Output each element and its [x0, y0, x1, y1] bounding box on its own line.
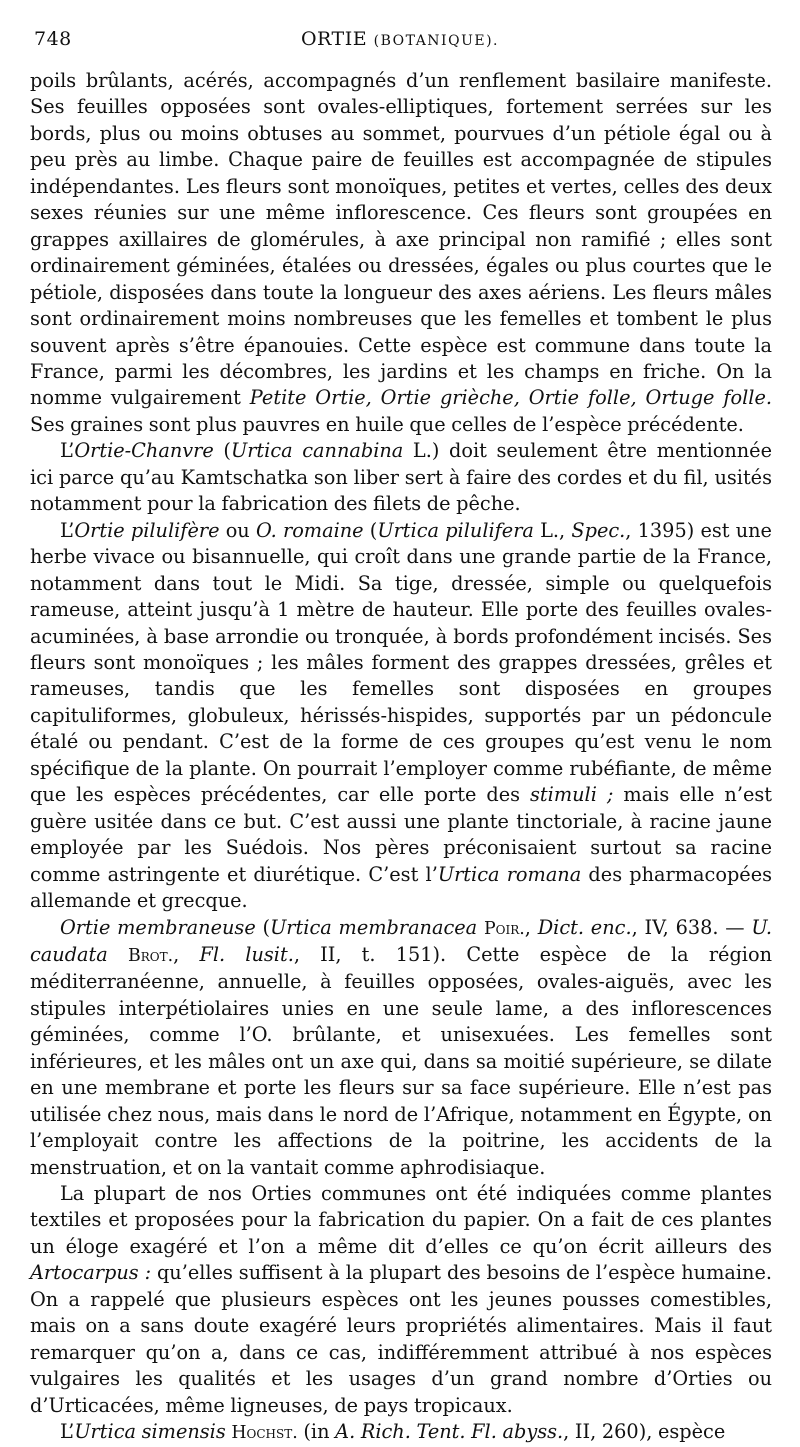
- author-abbrev: Poir.: [483, 918, 525, 939]
- text-run: L’: [60, 1420, 75, 1444]
- text-run: L.) doit seulement être mentionnée ici parce qu’au Kamtschatka son liber sert à faire des cordes et du fil, usités notamment pour la fabrication des filets de pêche.: [30, 439, 772, 516]
- paragraph-ortie-chanvre: [30, 438, 772, 517]
- text-run: (in: [297, 1420, 336, 1444]
- text-run: L’: [60, 439, 75, 463]
- text-run: , II, 260), espèce: [563, 1420, 726, 1444]
- text-run: ou: [219, 518, 256, 542]
- running-title-qualifier: (BOTANIQUE).: [373, 33, 499, 49]
- italic-term: Artocarpus :: [30, 1261, 152, 1285]
- text-run: [477, 916, 484, 939]
- text-run: , 1395) est une herbe vivace ou bisannuelle, qui croît dans une grande partie de la France, notamment dans tout le Midi. Sa tige, dressée, simple ou quelquefois rameuse, atteint jusqu’à 1 mètre de hauteur. Elle porte des feuilles ovales-acuminées, à base arrondie ou tronquée, à bords profondément incisés. Ses fleurs sont monoïques ; les mâles forment des grappes dressées, grêles et rameuses, tandis que les femelles sont disposées en groupes capituliformes, globuleux, hérissés-hispides, supportés par un pédoncule étalé ou pendant. C’est de la forme de ces groupes qu’est venu le nom spécifique de la plante. On pourrait l’employer comme rubéfiante, de même que les espèces précédentes, car elle porte des: [30, 518, 772, 807]
- text-run: Ses graines sont plus pauvres en huile que celles de l’espèce précédente.: [30, 412, 744, 436]
- text-run: (: [213, 439, 231, 463]
- paragraph-ortie-pilulifere: [30, 518, 772, 915]
- text-run: L.,: [533, 518, 572, 542]
- text-run: [108, 943, 128, 966]
- text-run: La plupart de nos Orties communes ont été indiquées comme plantes textiles et proposées pour la fabrication du papier. On a fait de ces plantes un éloge exagéré et l’on a même dit d’elles ce qu’on écrit ailleurs des: [30, 1182, 772, 1258]
- text-run: qu’elles suffisent à la plupart des besoins de l’espèce humaine. On a rappelé que plusieurs espèces ont les jeunes pousses comestibles, mais on a sans doute exagéré leurs propriétés alimentaires. Mais il faut remarquer qu’on a, dans ce cas, indifféremment attribué à nos espèces vulgaires les qualités et les usages d’un grand nombre d’Orties ou d’Urticacées, même ligneuses, de pays tropicaux.: [30, 1261, 772, 1417]
- paragraph-urtica-simensis: [30, 1419, 772, 1446]
- italic-term: Urtica membranacea: [270, 915, 478, 939]
- text-run: , IV, 638. —: [631, 915, 752, 939]
- author-abbrev: Hochst.: [231, 1423, 298, 1444]
- italic-term: Urtica simensis: [74, 1420, 226, 1444]
- text-run: (: [363, 518, 378, 542]
- italic-term: stimuli ;: [530, 783, 614, 807]
- text-run: poils brûlants, acérés, accompagnés d’un renflement basilaire manifeste. Ses feuilles opposées sont ovales-elliptiques, fortement serrées sur les bords, plus ou moins obtuses au sommet, pourvues d’un pétiole égal ou à peu près au limbe. Chaque paire de feuilles est accompagnée de stipules indépendantes. Les fleurs sont monoïques, petites et vertes, celles des deux sexes réunies sur une même inflorescence. Ces fleurs sont groupées en grappes axillaires de glomérules, à axe principal non ramifié ; elles sont ordinairement géminées, étalées ou dressées, égales ou plus courtes que le pétiole, disposées dans toute la longueur des axes aériens. Les fleurs mâles sont ordinairement moins nombreuses que les femelles et tombent le plus souvent après s’être épanouies. Cette espèce est commune dans toute la France, parmi les décombres, les jardins et les champs en friche. On la nomme vulgairement: [30, 69, 772, 410]
- text-run: ,: [524, 915, 538, 939]
- running-header: [28, 28, 772, 58]
- paragraph-ortie-membraneuse: [30, 915, 772, 1182]
- italic-term: Ortie-Chanvre: [74, 439, 214, 463]
- text-run: , II, t. 151). Cette espèce de la région méditerranéenne, annuelle, à feuilles opposées, ovales-aiguës, avec les stipules interpétiolaires unies en une seule lame, a des inflorescences géminées, comme l’O. brûlante, et unisexuées. Les femelles sont inférieures, et les mâles ont un axe qui, dans sa moitié supérieure, se dilate en une membrane et porte les fleurs sur sa face supérieure. Elle n’est pas utilisée chez nous, mais dans le nord de l’Afrique, notamment en Égypte, on l’employait contre les affections de la poitrine, les accidents de la menstruation, et on la vantait comme aphrodisiaque.: [30, 942, 772, 1179]
- text-run: L’: [60, 518, 75, 542]
- italic-term: Ortie membraneuse: [60, 915, 256, 939]
- italic-term: A. Rich. Tent. Fl. abyss.: [335, 1420, 564, 1444]
- italic-term: Ortie pilulifère: [74, 518, 220, 542]
- italic-term: U. caudata: [30, 915, 772, 966]
- text-run: (: [255, 915, 271, 939]
- italic-term: Dict. enc.: [537, 915, 632, 939]
- paragraph-continuation: [30, 68, 772, 438]
- running-title: [28, 28, 772, 50]
- text-run: mais elle n’est guère usitée dans ce but. C’est aussi une plante tinctoriale, à racine jaune employée par les Suédois. Nos pères préconisaient surtout sa racine comme astringente et diurétique. C’est l’: [30, 783, 773, 886]
- italic-term: Urtica cannabina: [230, 439, 404, 463]
- italic-term: Spec.: [571, 518, 626, 542]
- italic-term: O. romaine: [255, 518, 364, 542]
- italic-term: Urtica pilulifera: [377, 518, 534, 542]
- running-title-main: ORTIE: [300, 28, 368, 50]
- page-number: 748: [34, 28, 72, 50]
- italic-term: Urtica romana: [437, 862, 582, 886]
- italic-term: Fl. lusit.: [199, 942, 294, 966]
- text-run: ,: [173, 942, 200, 966]
- author-abbrev: Brot.: [127, 945, 174, 966]
- paragraph-orties-textiles: [30, 1181, 772, 1419]
- body-text: [30, 68, 772, 1447]
- italic-term: Petite Ortie, Ortie grièche, Ortie folle, Ortuge folle.: [249, 386, 772, 410]
- text-run: des pharmacopées allemande et grecque.: [30, 862, 773, 913]
